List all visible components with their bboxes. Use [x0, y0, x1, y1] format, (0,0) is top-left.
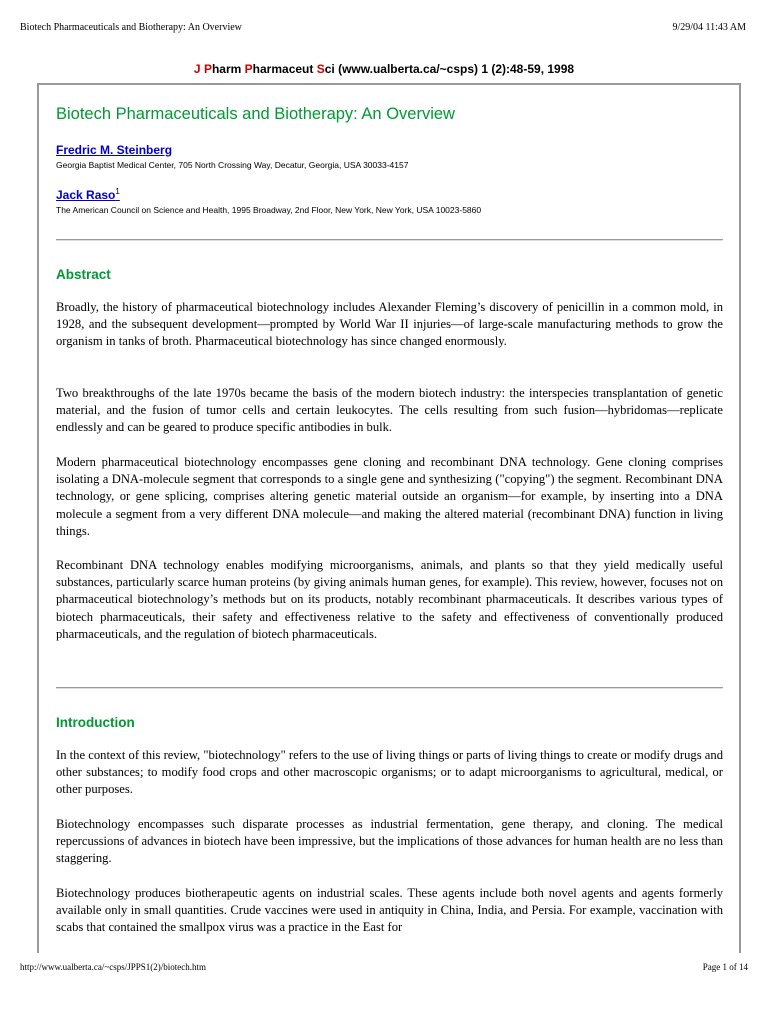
journal-j: J — [193, 62, 201, 76]
journal-pharm-rest: harm — [211, 62, 245, 76]
introduction-paragraph: In the context of this review, "biotechnology" refers to the use of living things or parts of living things to create or modify drugs and other substances; to modify food crops and other macroscopic organisms; or to adapt microorganisms to agricultural, medical, or other purposes. — [56, 748, 723, 797]
author-link[interactable]: Jack Raso$^1$ — [56, 187, 120, 202]
divider — [56, 239, 723, 241]
journal-pharm-letter: P — [203, 62, 212, 76]
article-title: Biotech Pharmaceuticals and Biotherapy: An Overview — [56, 105, 455, 123]
author-link[interactable]: Fredric M. Steinberg — [56, 143, 173, 157]
journal-pharmaceut-letter: P — [244, 62, 253, 76]
abstract-paragraph: Modern pharmaceutical biotechnology encompasses gene cloning and recombinant DNA technology. Gene cloning comprises isolating a DNA-molecule segment that corresponds to a single gene and synthesizing ("copying") the segment. Recombinant DNA technology, or gene splicing, comprises altering genetic material outside an organism—for example, by inserting into a DNA molecule a segment from a very different DNA molecule—and making the altered material (recombinant DNA) function in living things. — [56, 455, 723, 538]
journal-sci-letter: S — [316, 62, 325, 76]
abstract-paragraph: Broadly, the history of pharmaceutical biotechnology includes Alexander Fleming’s discovery of penicillin in a common mold, in 1928, and the subsequent development—prompted by World War II injuries—of large-scale manufacturing methods to grow the organism in tanks of broth. Pharmaceutical biotechnology has since changed enormously. — [56, 300, 723, 349]
print-header-datetime: 9/29/04 11:43 AM — [672, 22, 746, 33]
journal-citation — [0, 62, 768, 76]
author-affiliation: The American Council on Science and Health, 1995 Broadway, 2nd Floor, New York, New York, USA 10023-5860 — [56, 205, 482, 215]
journal-pharmaceut-rest: harmaceut — [252, 62, 317, 76]
author-affiliation: Georgia Baptist Medical Center, 705 North Crossing Way, Decatur, Georgia, USA 30033-4157 — [56, 160, 409, 170]
article-frame — [37, 83, 741, 953]
abstract-heading: Abstract — [56, 267, 111, 282]
journal-details: (www.ualberta.ca/~csps) 1 (2):48-59, 1998 — [334, 62, 575, 76]
print-footer-page: Page 1 of 14 — [702, 962, 748, 972]
journal-sci-rest: ci — [324, 62, 335, 76]
introduction-heading: Introduction — [56, 715, 135, 730]
author-footnote-marker: 1 — [115, 187, 120, 196]
divider — [56, 687, 723, 689]
introduction-paragraph: Biotechnology produces biotherapeutic agents on industrial scales. These agents include both novel agents and agents formerly available only in small quantities. Crude vaccines were used in antiquity in China, India, and Persia. For example, vaccination with scabs that contained the smallpox virus was a practice in the East for — [56, 886, 723, 935]
print-footer-url: http://www.ualberta.ca/~csps/JPPS1(2)/biotech.htm — [20, 962, 207, 972]
introduction-paragraph: Biotechnology encompasses such disparate processes as industrial fermentation, gene therapy, and cloning. The medical repercussions of advances in biotech have been impressive, but the implications of those advances for human health are no less than staggering. — [56, 817, 723, 866]
print-header-title: Biotech Pharmaceuticals and Biotherapy: An Overview — [20, 22, 242, 33]
abstract-paragraph: Two breakthroughs of the late 1970s became the basis of the modern biotech industry: the interspecies transplantation of genetic material, and the fusion of tumor cells and certain leukocytes. The cells resulting from such fusion—hybridomas—replicate endlessly and can be geared to produce specific antibodies in bulk. — [56, 386, 723, 435]
abstract-paragraph: Recombinant DNA technology enables modifying microorganisms, animals, and plants so that they yield medically useful substances, particularly scarce human proteins (by giving animals human genes, for example). This review, however, focuses not on pharmaceutical biotechnology’s methods but on its products, notably recombinant pharmaceuticals. It describes various types of biotech pharmaceuticals, their safety and effectiveness relative to the safety and effectiveness of conventionally produced pharmaceuticals, and the regulation of biotech pharmaceuticals. — [56, 558, 723, 641]
